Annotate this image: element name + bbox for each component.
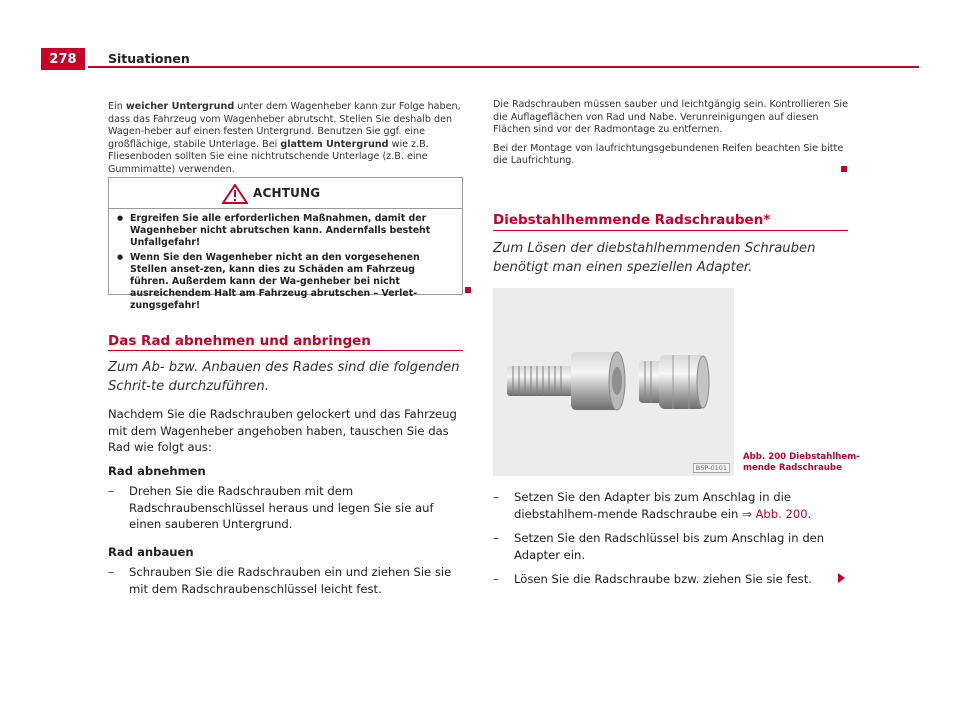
list-item: – Schrauben Sie die Radschrauben ein und ziehen Sie sie mit dem Radschraubenschlüssel leicht fest. bbox=[108, 565, 452, 596]
list-item: – Setzen Sie den Adapter bis zum Anschlag in die diebstahlhem-mende Radschraube ein ⇒ Abb. 200. bbox=[493, 490, 812, 521]
section-rule bbox=[108, 350, 463, 351]
adapter-steps bbox=[493, 489, 848, 588]
remove-label: Rad abnehmen bbox=[108, 463, 206, 478]
section-rule bbox=[493, 230, 848, 231]
mount-label: Rad anbauen bbox=[108, 544, 194, 559]
theft-bolt-illustration bbox=[493, 288, 734, 476]
list-item: – Lösen Sie die Radschraube bzw. ziehen Sie sie fest. bbox=[493, 572, 812, 586]
paragraph: Bei der Montage von laufrichtungsgebundenen Reifen beachten Sie bitte die Laufrichtung. bbox=[493, 142, 844, 166]
warning-item: ● Ergreifen Sie alle erforderlichen Maßnahmen, damit der Wagenheber nicht abrutschen kann. Andernfalls besteht Unfallgefahr! bbox=[117, 213, 454, 248]
figure-caption: Abb. 200 Diebstahlhem- mende Radschraube bbox=[743, 452, 860, 473]
figure-code: B5P-0101 bbox=[693, 463, 730, 473]
figure-reference-link[interactable]: ⇒ Abb. 200 bbox=[742, 506, 808, 521]
warning-title: ACHTUNG bbox=[253, 186, 321, 200]
section-header: Situationen bbox=[108, 51, 190, 66]
body-paragraph: Nachdem Sie die Radschrauben gelockert und das Fahrzeug mit dem Wagenheber angehoben haben, tauschen Sie das Rad wie folgt aus: bbox=[108, 407, 457, 454]
warning-header bbox=[109, 178, 462, 209]
continue-arrow-icon bbox=[838, 573, 845, 583]
section-intro-theft: Zum Lösen der diebstahlhemmenden Schrauben benötigt man einen speziellen Adapter. bbox=[493, 241, 816, 275]
list-item: – Drehen Sie die Radschrauben mit dem Radschraubenschlüssel heraus und legen Sie sie auf einen sauberen Untergrund. bbox=[108, 484, 434, 531]
end-marker bbox=[465, 287, 471, 293]
warning-item: ● Wenn Sie den Wagenheber nicht an den vorgesehenen Stellen anset-zen, kann dies zu Schäden am Fahrzeug führen. Außerdem kann der Wa-genheber bei nicht ausreichendem Halt am Fahrzeug abrutschen – Verlet-zungsgefahr! bbox=[117, 252, 454, 311]
end-marker bbox=[841, 166, 847, 172]
section-intro-wheel: Zum Ab- bzw. Anbauen des Rades sind die folgenden Schrit-te durchzuführen. bbox=[108, 360, 460, 394]
wheel-instructions bbox=[108, 406, 463, 597]
section-title-theft: Diebstahlhemmende Radschrauben* bbox=[493, 212, 771, 228]
list-item: – Setzen Sie den Radschlüssel bis zum Anschlag in den Adapter ein. bbox=[493, 531, 825, 562]
section-title-wheel: Das Rad abnehmen und anbringen bbox=[108, 333, 371, 349]
right-paragraphs bbox=[493, 99, 848, 168]
intro-paragraph: Ein weicher Untergrund unter dem Wagenheber kann zur Folge haben, dass das Fahrzeug vom Wagenheber abrutscht. Stellen Sie deshalb den Wagen-heber auf einen festen Untergrund. Benutzen Sie ggf. eine großflächige, stabile Unterlage. Bei glattem Untergrund wie z.B. Fliesenboden sollten Sie eine nichtrutschende Unterlage (z.B. eine Gummimatte) verwenden. bbox=[108, 101, 461, 175]
header-rule bbox=[88, 66, 919, 68]
page-number: 278 bbox=[41, 48, 85, 70]
figure-image bbox=[493, 288, 734, 476]
warning-box bbox=[108, 177, 463, 311]
paragraph: Die Radschrauben müssen sauber und leichtgängig sein. Kontrollieren Sie die Auflageflächen von Rad und Nabe. Verunreinigungen auf diesen Flächen sind vor der Radmontage zu entfernen. bbox=[493, 99, 848, 135]
warning-triangle-icon bbox=[222, 184, 248, 204]
